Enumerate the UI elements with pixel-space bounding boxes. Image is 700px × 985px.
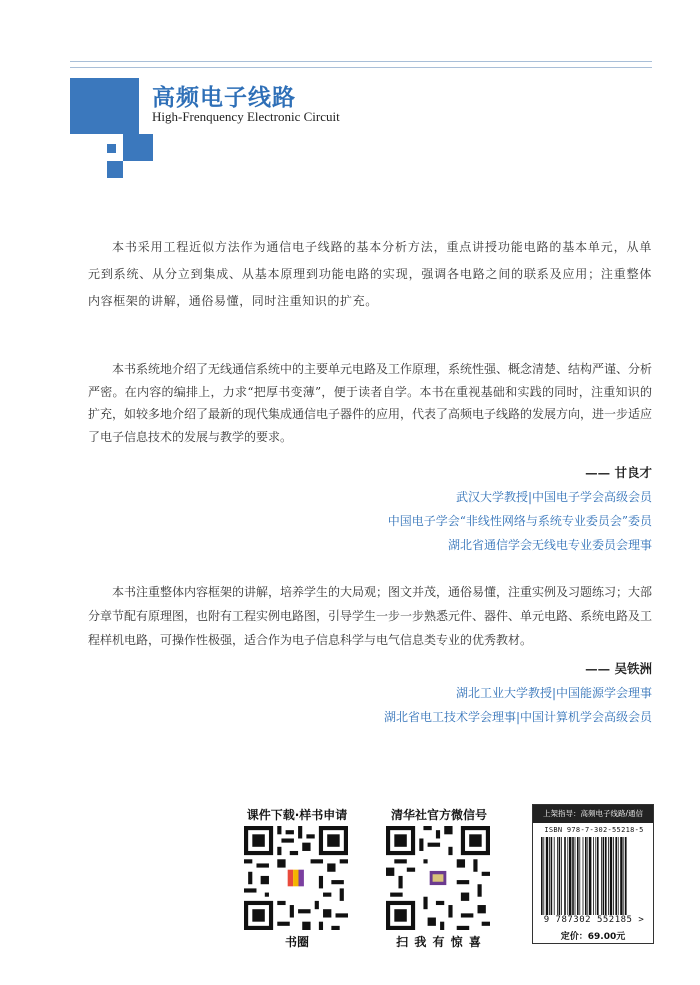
barcode-bar: [601, 837, 602, 915]
qr-right-label: 扫 我 有 惊 喜: [396, 935, 482, 949]
barcode-bar: [623, 837, 624, 915]
barcode-bar: [625, 837, 627, 915]
deco-square-tiny: [107, 144, 116, 153]
barcode-bar: [593, 837, 594, 915]
barcode-bar: [564, 837, 566, 915]
barcode-bar: [615, 837, 617, 915]
deco-square-medium: [123, 134, 153, 161]
isbn-text: ISBN 978-7-302-55218-5: [544, 826, 644, 834]
barcode-bar: [551, 837, 553, 915]
qr-left-caption: 课件下载·样书申请: [246, 808, 348, 822]
review1-paragraph: [88, 358, 652, 448]
barcode-bar: [603, 837, 605, 915]
price-label: 定价：69.00元: [560, 932, 626, 942]
shelving-category: 上架指导：高频电子线路/通信: [533, 805, 653, 823]
barcode-bar: [589, 837, 591, 915]
review1-affiliation: 湖北省通信学会无线电专业委员会理事: [447, 538, 652, 552]
qr-code-courseware[interactable]: [244, 826, 348, 930]
summary-paragraph: [88, 234, 652, 315]
barcode-bar: [620, 837, 622, 915]
barcode-block: [532, 804, 654, 944]
barcode-bar: [559, 837, 561, 915]
deco-square-large: [70, 78, 139, 134]
barcode-bar: [575, 837, 576, 915]
barcode-bar: [597, 837, 599, 915]
barcode-bar: [541, 837, 543, 915]
barcode-bar: [546, 837, 548, 915]
isbn-barcode: [541, 837, 647, 915]
qr-code-wechat[interactable]: [386, 826, 490, 930]
qr-right-caption: 清华社官方微信号: [390, 808, 487, 822]
review2-affiliation: 湖北工业大学教授|中国能源学会理事: [455, 686, 652, 700]
barcode-bar: [561, 837, 562, 915]
barcode-bar: [579, 837, 580, 915]
barcode-digits: 9 787302 552185 >: [543, 915, 645, 925]
review2-affiliation: 湖北省电工技术学会理事|中国计算机学会高级会员: [383, 710, 652, 724]
barcode-bar: [595, 837, 596, 915]
barcode-bar: [610, 837, 612, 915]
review2-text: 本书注重整体内容框架的讲解，培养学生的大局观；图文并茂，通俗易懂，注重实例及习题练习；大部分章节配有原理图，也附有工程实例电路图，引导学生一步一步熟悉元件、器件、单元电路、系统电路及工程样机电路，可操作性极强，适合作为电子信息科学与电气信息类专业的优秀教材。: [88, 585, 653, 647]
qr-left-label: 书圈: [284, 935, 309, 949]
review1-affiliation: 中国电子学会“非线性网络与系统专业委员会”委员: [387, 514, 652, 528]
review2-paragraph: [88, 580, 652, 652]
barcode-bar: [585, 837, 587, 915]
header-rule-bottom: [70, 67, 652, 68]
barcode-bar: [569, 837, 571, 915]
review1-affiliation: 武汉大学教授|中国电子学会高级会员: [455, 490, 652, 504]
review2-reviewer: —— 吴铁洲: [585, 661, 652, 676]
barcode-bar: [613, 837, 614, 915]
barcode-bar: [567, 837, 568, 915]
barcode-bar: [587, 837, 588, 915]
deco-square-small: [107, 161, 123, 178]
review1-reviewer: —— 甘良才: [585, 465, 652, 480]
barcode-bar: [572, 837, 574, 915]
barcode-bar: [557, 837, 558, 915]
barcode-bar: [543, 837, 544, 915]
barcode-bar: [577, 837, 579, 915]
barcode-bar: [554, 837, 555, 915]
review1-text: 本书系统地介绍了无线通信系统中的主要单元电路及工作原理，系统性强、概念清楚、结构严谨、分析严密。在内容的编排上，力求“把厚书变薄”，便于读者自学。本书在重视基础和实践的同时，注重知识的扩充，如较多地介绍了最新的现代集成通信电子器件的应用，代表了高频电子线路的发展方向，进一步适应了电子信息技术的发展与教学的要求。: [88, 362, 653, 444]
header-rule-top: [70, 61, 652, 62]
book-title-en: High-Frenquency Electronic Circuit: [152, 109, 340, 124]
barcode-bar: [583, 837, 584, 915]
barcode-bar: [549, 837, 550, 915]
book-title-cn: 高频电子线路: [152, 85, 296, 111]
barcode-bar: [608, 837, 609, 915]
summary-text: 本书采用工程近似方法作为通信电子线路的基本分析方法，重点讲授功能电路的基本单元，从单元到系统、从分立到集成、从基本原理到功能电路的实现，强调各电路之间的联系及应用；注重整体内容框架的讲解，通俗易懂，同时注重知识的扩充。: [88, 240, 652, 308]
barcode-bar: [618, 837, 619, 915]
barcode-bar: [605, 837, 607, 915]
